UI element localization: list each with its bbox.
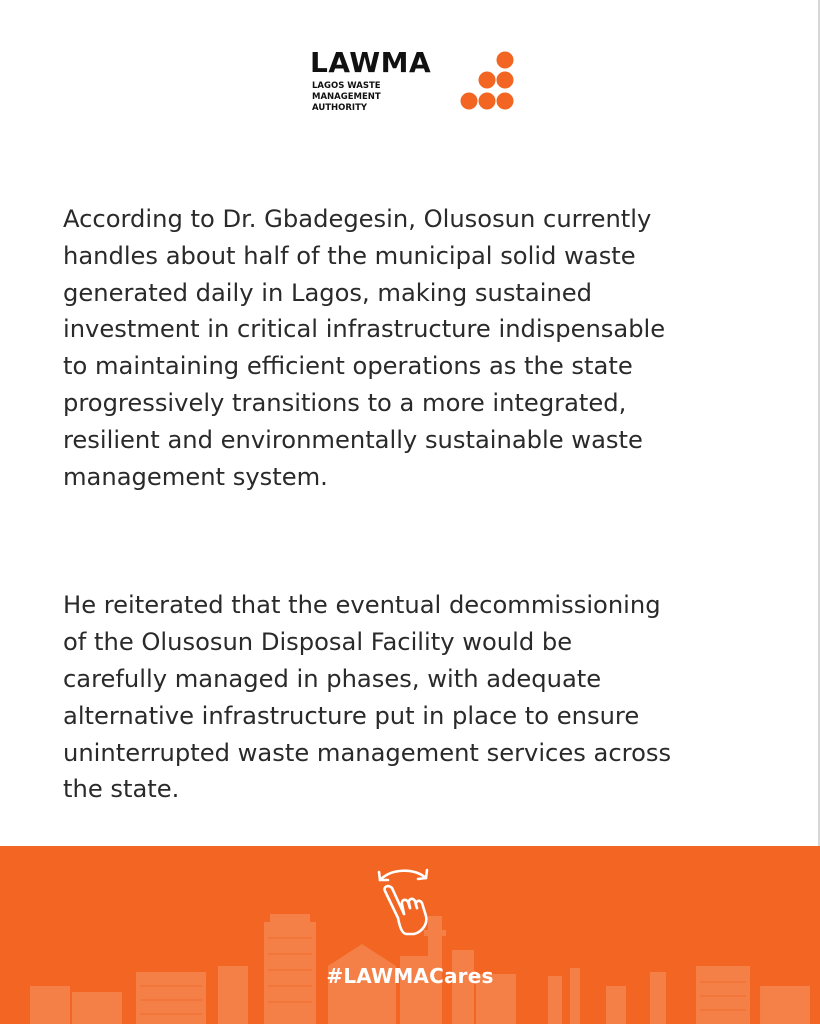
logo-subtitle-line: LAGOS WASTE bbox=[312, 81, 381, 91]
swipe-hand-icon bbox=[370, 858, 450, 938]
logo-subtitle-line: AUTHORITY bbox=[312, 103, 368, 113]
logo-dots-icon bbox=[446, 50, 516, 120]
footer-banner bbox=[0, 846, 820, 1024]
logo-subtitle bbox=[312, 81, 422, 114]
lawma-logo bbox=[310, 46, 520, 126]
logo-wordmark: LAWMA bbox=[310, 46, 432, 79]
article-body bbox=[63, 201, 783, 808]
paragraph: He reiterated that the eventual decommissioning of the Olusosun Disposal Facility would be carefully managed in phases, with adequate alternative infrastructure put in place to ensure uninterrupted waste management services across the state. bbox=[63, 591, 672, 804]
paragraph: According to Dr. Gbadegesin, Olusosun currently handles about half of the municipal solid waste generated daily in Lagos, making sustained investment in critical infrastructure indispensable to maintaining efficient operations as the state progressively transitions to a more integrated, resilient and environmentally sustainable waste management system. bbox=[63, 205, 666, 491]
logo-subtitle-line: MANAGEMENT bbox=[312, 92, 381, 102]
hashtag-label: #LAWMACares bbox=[326, 964, 494, 988]
